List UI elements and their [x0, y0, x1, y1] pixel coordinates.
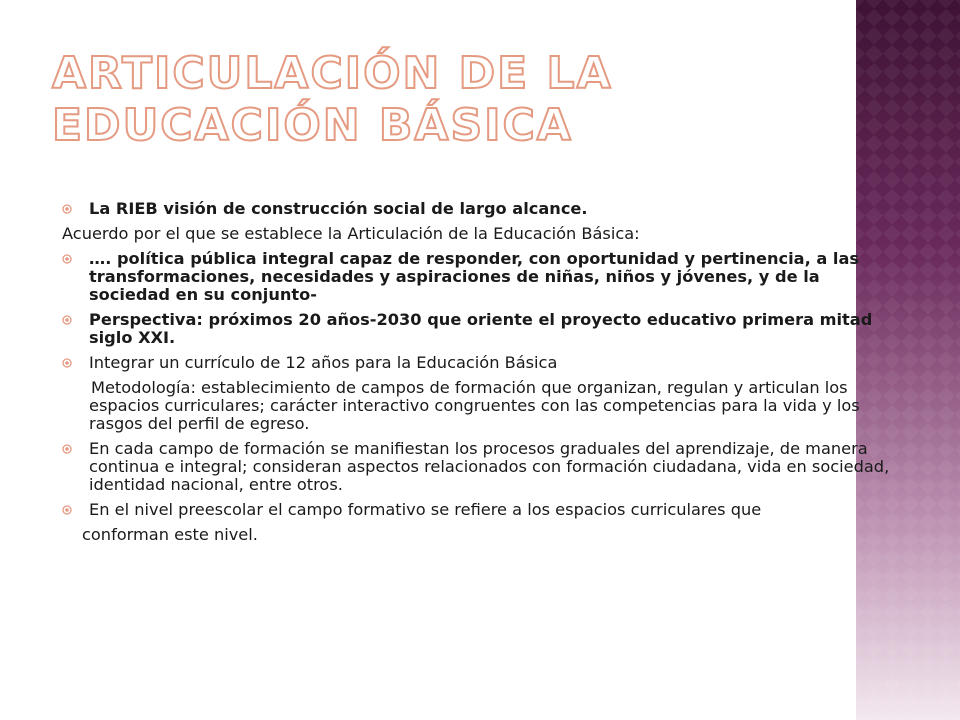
slide-body	[62, 200, 902, 551]
bullet-item	[62, 440, 902, 494]
bullet-item	[62, 501, 902, 519]
circle-bullet-icon	[62, 204, 72, 214]
indented-paragraph	[62, 379, 902, 433]
bullet-text: Perspectiva: próximos 20 años-2030 que oriente el proyecto educativo primera mitad siglo XXI.	[89, 310, 873, 347]
bullet-text: …. política pública integral capaz de responder, con oportunidad y pertinencia, a las transformaciones, necesidades y aspiraciones de niñas, niños y jóvenes, y de la sociedad en su conjunto-	[89, 249, 860, 304]
circle-bullet-icon	[62, 254, 72, 264]
circle-bullet-icon	[62, 444, 72, 454]
bullet-item	[62, 200, 902, 218]
bullet-item	[62, 354, 902, 372]
slide-title: ARTICULACIÓN DE LA EDUCACIÓN BÁSICA	[52, 48, 613, 151]
bullet-item	[62, 250, 902, 304]
bullet-text: En el nivel preescolar el campo formativo se refiere a los espacios curriculares que	[89, 500, 762, 519]
circle-bullet-icon	[62, 315, 72, 325]
continuation-line	[62, 526, 902, 544]
circle-bullet-icon	[62, 358, 72, 368]
bullet-item	[62, 311, 902, 347]
bullet-text: Integrar un currículo de 12 años para la Educación Básica	[89, 353, 558, 372]
paragraph-text: Acuerdo por el que se establece la Articulación de la Educación Básica:	[62, 224, 640, 243]
bullet-text: La RIEB visión de construcción social de largo alcance.	[89, 199, 588, 218]
plain-paragraph	[62, 225, 902, 243]
paragraph-text: conforman este nivel.	[82, 525, 258, 544]
paragraph-text: Metodología: establecimiento de campos de formación que organizan, regulan y articulan los espacios curriculares; carácter interactivo congruentes con las competencias para la vida y los rasgos del perfil de egreso.	[89, 378, 860, 433]
bullet-text: En cada campo de formación se manifiestan los procesos graduales del aprendizaje, de manera continua e integral; consideran aspectos relacionados con formación ciudadana, vida en sociedad, identidad nacional, entre otros.	[89, 439, 890, 494]
circle-bullet-icon	[62, 505, 72, 515]
